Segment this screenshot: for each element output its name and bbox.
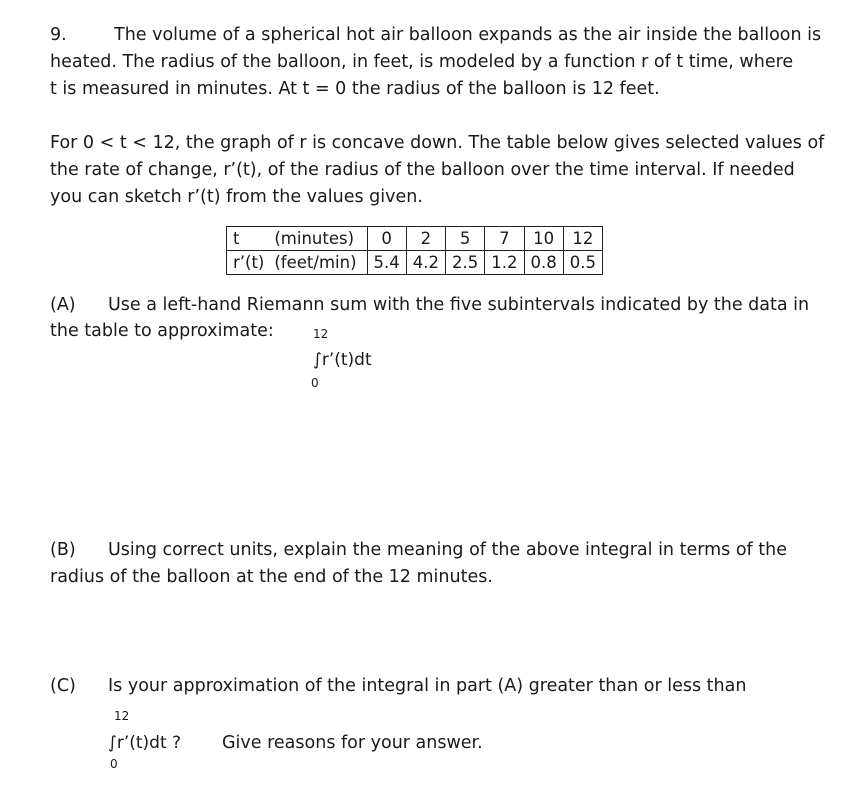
- part-b-line-1: Using correct units, explain the meaning of the above integral in terms of the: [108, 540, 787, 560]
- part-b-line-2: radius of the balloon at the end of the 12 minutes.: [50, 567, 493, 587]
- table-cell: 0.5: [563, 251, 602, 275]
- part-b-label: (B): [50, 540, 76, 560]
- context-line-3: you can sketch r’(t) from the values given.: [50, 187, 423, 207]
- table-cell: 0.8: [524, 251, 563, 275]
- part-c-question: Give reasons for your answer.: [222, 733, 483, 753]
- problem-number: 9.: [50, 25, 67, 45]
- context-line-2: the rate of change, r’(t), of the radius of the balloon over the time interval. If needed: [50, 160, 795, 180]
- table-row-time: [227, 227, 603, 251]
- intro-line-2: heated. The radius of the balloon, in feet, is modeled by a function r of t time, where: [50, 52, 794, 72]
- part-c-integral: ∫r’(t)dt ?: [108, 733, 182, 753]
- table-row-unit: (minutes): [274, 227, 367, 251]
- part-a-lower-limit: 0: [311, 376, 319, 390]
- table-cell: 2.5: [446, 251, 485, 275]
- table-cell: 2: [406, 227, 445, 251]
- table-cell: 4.2: [406, 251, 445, 275]
- table-cell: 5: [446, 227, 485, 251]
- context-line-1: For 0 < t < 12, the graph of r is concave down. The table below gives selected values of: [50, 133, 825, 153]
- part-c-line-1: Is your approximation of the integral in part (A) greater than or less than: [108, 676, 747, 696]
- part-a-label: (A): [50, 295, 76, 315]
- table-row-label: r’(t): [227, 251, 275, 275]
- intro-line-3: t is measured in minutes. At t = 0 the radius of the balloon is 12 feet.: [50, 79, 660, 99]
- part-a-line-2: the table to approximate:: [50, 321, 274, 341]
- part-c-upper-limit: 12: [114, 709, 130, 723]
- table-row-unit: (feet/min): [274, 251, 367, 275]
- table-cell: 1.2: [485, 251, 524, 275]
- table-cell: 7: [485, 227, 524, 251]
- table-cell: 0: [367, 227, 406, 251]
- intro-line-1: The volume of a spherical hot air balloon expands as the air inside the balloon is: [114, 25, 822, 45]
- rate-table: [226, 226, 603, 275]
- part-c-lower-limit: 0: [110, 757, 118, 771]
- part-a-integral: ∫r’(t)dt: [313, 350, 372, 370]
- table-cell: 5.4: [367, 251, 406, 275]
- table-cell: 12: [563, 227, 602, 251]
- table-cell: 10: [524, 227, 563, 251]
- part-a-upper-limit: 12: [313, 327, 329, 341]
- part-c-label: (C): [50, 676, 76, 696]
- table-row-label: t: [227, 227, 275, 251]
- table-row-rate: [227, 251, 603, 275]
- part-a-line-1: Use a left-hand Riemann sum with the five subintervals indicated by the data in: [108, 295, 810, 315]
